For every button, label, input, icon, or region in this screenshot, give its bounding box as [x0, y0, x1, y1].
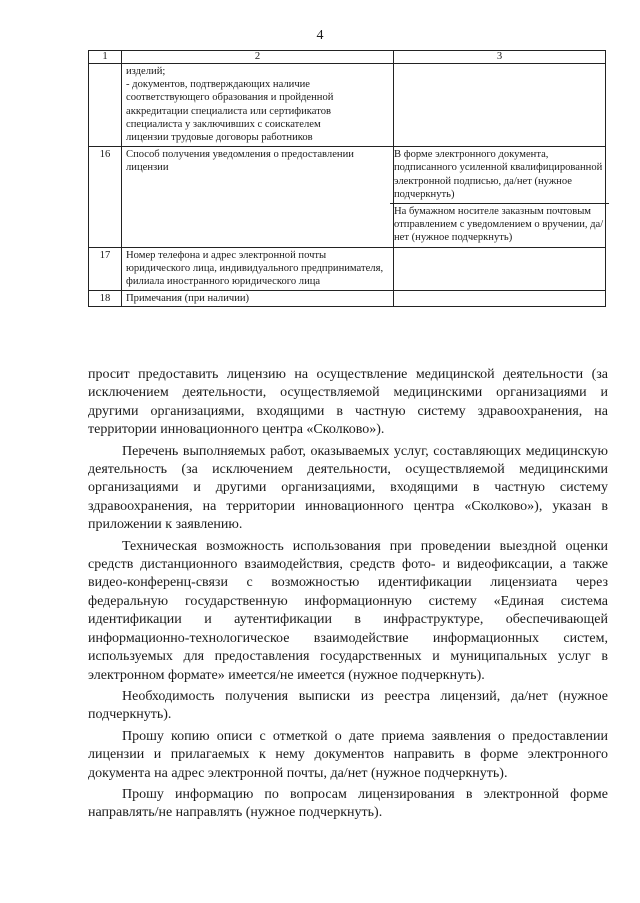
table-row-16 [89, 147, 606, 247]
continuation-line: изделий; [126, 66, 166, 77]
paragraph-licensing-info: Прошу информацию по вопросам лицензирования в электронной форме направлять/не направлять (нужное подчеркнуть). [88, 786, 608, 821]
paragraph-registry-extract: Необходимость получения выписки из реестра лицензий, да/нет (нужное подчеркнуть). [88, 688, 608, 723]
application-form-table [88, 50, 606, 307]
notes-value-cell[interactable] [394, 291, 606, 307]
paragraph-inventory-copy: Прошу копию описи с отметкой о дате приема заявления о предоставлении лицензии и прилагаемых к нему документов направить в форме электронного документа на адрес электронной почты, да/нет (нужное подчеркнуть). [88, 728, 608, 781]
value-cell [394, 64, 606, 147]
continuation-line: - документов, подтверждающих наличие [126, 79, 311, 91]
table-row-18 [89, 291, 606, 307]
row-number: 16 [89, 147, 122, 247]
application-body-text [88, 366, 608, 823]
continuation-line: лицензии трудовые договоры работников [126, 132, 313, 144]
paper-mail-option[interactable]: На бумажном носителе заказным почтовым отправлением с уведомлением о вручении, да/нет (нужное подчеркнуть) [394, 206, 604, 244]
page-number: 4 [316, 28, 324, 43]
contact-value-cell[interactable] [394, 247, 606, 291]
row-number-cell [89, 64, 122, 147]
table-header-row [89, 51, 606, 64]
header-col-2: 2 [122, 51, 394, 64]
paragraph-technical-capability: Техническая возможность использования при проведении выездной оценки средств дистанционного взаимодействия, средств фото- и видеофиксации, а также видео-конференц-связи с возможностью идентификации лицензиата через федеральную государственную информационную систему «Единая система идентификации и аутентификации в инфраструктуре, обеспечивающей информационно-технологическое взаимодействие информационных систем, используемых для предоставления государственных и муниципальных услуг в электронном формате» имеется/не имеется (нужное подчеркнуть). [88, 538, 608, 683]
row-label: Номер телефона и адрес электронной почты юридического лица, индивидуального предпринимателя, филиала иностранного юридического лица [122, 247, 394, 291]
row-number: 17 [89, 247, 122, 291]
header-col-1: 1 [89, 51, 122, 64]
continuation-line: аккредитации специалиста или сертификатов [126, 105, 332, 117]
table-row-continuation [89, 64, 606, 147]
row-label: Способ получения уведомления о предоставлении лицензии [122, 147, 394, 247]
paragraph-request: просит предоставить лицензию на осуществление медицинской деятельности (за исключением деятельности, осуществляемой медицинскими организациями и другими организациями, входящими в частную систему здравоохранения, на территории инновационного центра «Сколково»). [88, 367, 608, 438]
notification-options-cell [394, 147, 606, 247]
continuation-line: соответствующего образования и пройденной [126, 92, 334, 104]
continuation-line: специалиста у заключивших с соискателем [126, 118, 321, 130]
row-label: Примечания (при наличии) [122, 291, 394, 307]
paragraph-services-list: Перечень выполняемых работ, оказываемых услуг, составляющих медицинскую деятельность (за исключением деятельности, осуществляемой медицинскими организациями и другими организациями, входящими в частную систему здравоохранения, на территории инновационного центра «Сколково»), указан в приложении к заявлению. [88, 443, 608, 533]
header-col-3: 3 [394, 51, 606, 64]
table-row-17 [89, 247, 606, 291]
continuation-text-cell [122, 64, 394, 147]
row-number: 18 [89, 291, 122, 307]
electronic-document-option[interactable]: В форме электронного документа, подписанного усиленной квалифицированной электронной подписью, да/нет (нужное подчеркнуть) [390, 147, 609, 204]
